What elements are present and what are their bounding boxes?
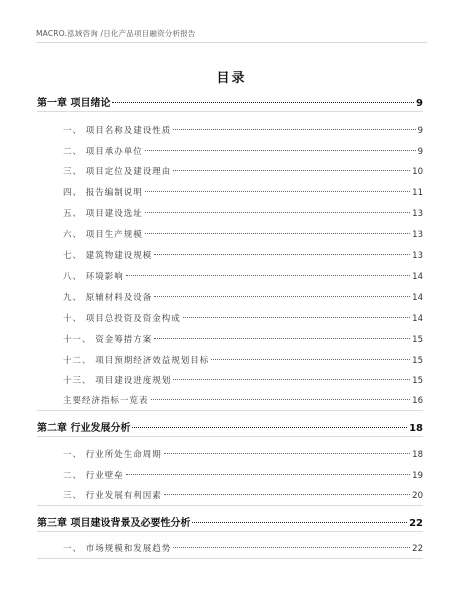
toc-section-entry[interactable] (37, 165, 423, 177)
toc-page-number: 13 (412, 251, 423, 261)
toc-page-number: 15 (412, 335, 423, 345)
toc-page-number: 9 (416, 98, 423, 109)
toc-separator (37, 505, 423, 506)
toc-entry-label: 一、 行业所处生命周期 (63, 450, 162, 460)
toc-section-entry[interactable] (37, 228, 423, 240)
toc-section-entry[interactable] (37, 394, 423, 406)
toc-section-entry[interactable] (37, 542, 423, 554)
toc-entry-label: 主要经济指标一览表 (63, 396, 149, 406)
toc-section-entry[interactable] (37, 333, 423, 345)
toc-page-number: 14 (412, 293, 423, 303)
toc-dot-leader (145, 212, 410, 213)
toc-entry-label: 二、 项目承办单位 (63, 147, 143, 157)
toc-entry-label: 三、 行业发展有利因素 (63, 491, 162, 501)
toc-page-number: 14 (412, 272, 423, 282)
toc-dot-leader (126, 275, 410, 276)
toc-entry-label: 四、 报告编制说明 (63, 188, 143, 198)
toc-chapter-entry[interactable] (37, 94, 423, 109)
toc-page-number: 15 (412, 356, 423, 366)
toc-page-number: 18 (412, 450, 423, 460)
toc-page-number: 22 (412, 544, 423, 554)
toc-page-number: 13 (412, 209, 423, 219)
toc-section-entry[interactable] (37, 374, 423, 386)
toc-dot-leader (154, 254, 410, 255)
toc-dot-leader (173, 170, 410, 171)
toc-entry-label: 十、 项目总投资及资金构成 (63, 314, 181, 324)
toc-page-number: 18 (409, 423, 423, 434)
toc-entry-label: 第二章 行业发展分析 (37, 423, 131, 434)
toc-dot-leader (145, 233, 410, 234)
toc-dot-leader (154, 296, 410, 297)
toc-entry-label: 十一、 资金筹措方案 (63, 335, 153, 345)
toc-entry-label: 二、 行业壁垒 (63, 471, 124, 481)
toc-section-entry[interactable] (37, 489, 423, 501)
toc-dot-leader (145, 150, 416, 151)
toc-section-entry[interactable] (37, 354, 423, 366)
toc-dot-leader (164, 494, 410, 495)
toc-entry-label: 十二、 项目预期经济效益规划目标 (63, 356, 210, 366)
toc-dot-leader (173, 379, 410, 380)
toc-separator (37, 558, 423, 559)
toc-page-number: 19 (412, 471, 423, 481)
toc-section-entry[interactable] (37, 249, 423, 261)
toc-dot-leader (183, 317, 410, 318)
toc-dot-leader (126, 474, 410, 475)
toc-separator (37, 436, 423, 437)
toc-dot-leader (192, 522, 407, 523)
toc-section-entry[interactable] (37, 448, 423, 460)
toc-chapter-entry[interactable] (37, 419, 423, 434)
toc-entry-label: 一、 项目名称及建设性质 (63, 126, 172, 136)
toc-dot-leader (132, 427, 407, 428)
toc-entry-label: 九、 原辅材料及设备 (63, 293, 153, 303)
toc-page-number: 20 (412, 491, 423, 501)
toc-chapter-entry[interactable] (37, 514, 423, 529)
toc-separator (37, 531, 423, 532)
toc-separator (37, 111, 423, 112)
toc-entry-label: 十三、 项目建设进度规划 (63, 376, 172, 386)
toc-entry-label: 第一章 项目绪论 (37, 98, 111, 109)
toc-title: 目录 (216, 71, 247, 86)
page-header: MACRO.泓域咨询 /日化产品项目融资分析报告 (36, 28, 427, 43)
toc-section-entry[interactable] (37, 145, 423, 157)
toc-page-number: 9 (417, 126, 423, 136)
toc-entry-label: 第三章 项目建设背景及必要性分析 (37, 518, 191, 529)
toc-dot-leader (173, 547, 410, 548)
toc-page-number: 13 (412, 230, 423, 240)
toc-entry-label: 一、 市场规模和发展趋势 (63, 544, 172, 554)
toc-section-entry[interactable] (37, 291, 423, 303)
toc-entry-label: 八、 环境影响 (63, 272, 124, 282)
toc-dot-leader (154, 338, 410, 339)
toc-entry-label: 五、 项目建设选址 (63, 209, 143, 219)
toc-dot-leader (173, 129, 415, 130)
toc-section-entry[interactable] (37, 186, 423, 198)
toc-dot-leader (145, 191, 410, 192)
toc-section-entry[interactable] (37, 124, 423, 136)
toc-section-entry[interactable] (37, 469, 423, 481)
toc-page-number: 22 (409, 518, 423, 529)
toc-dot-leader (151, 399, 411, 400)
toc-separator (37, 410, 423, 411)
toc-dot-leader (112, 102, 414, 103)
toc-page-number: 14 (412, 314, 423, 324)
toc-dot-leader (211, 359, 410, 360)
toc-page-number: 15 (412, 376, 423, 386)
toc-entry-label: 六、 项目生产规模 (63, 230, 143, 240)
toc-entry-label: 七、 建筑物建设规模 (63, 251, 153, 261)
toc-dot-leader (164, 453, 410, 454)
toc-section-entry[interactable] (37, 312, 423, 324)
toc-section-entry[interactable] (37, 270, 423, 282)
toc-section-entry[interactable] (37, 207, 423, 219)
toc-entry-label: 三、 项目定位及建设理由 (63, 167, 172, 177)
toc-page-number: 16 (412, 396, 423, 406)
toc-page-number: 11 (412, 188, 423, 198)
toc-page-number: 10 (412, 167, 423, 177)
toc-page-number: 9 (417, 147, 423, 157)
